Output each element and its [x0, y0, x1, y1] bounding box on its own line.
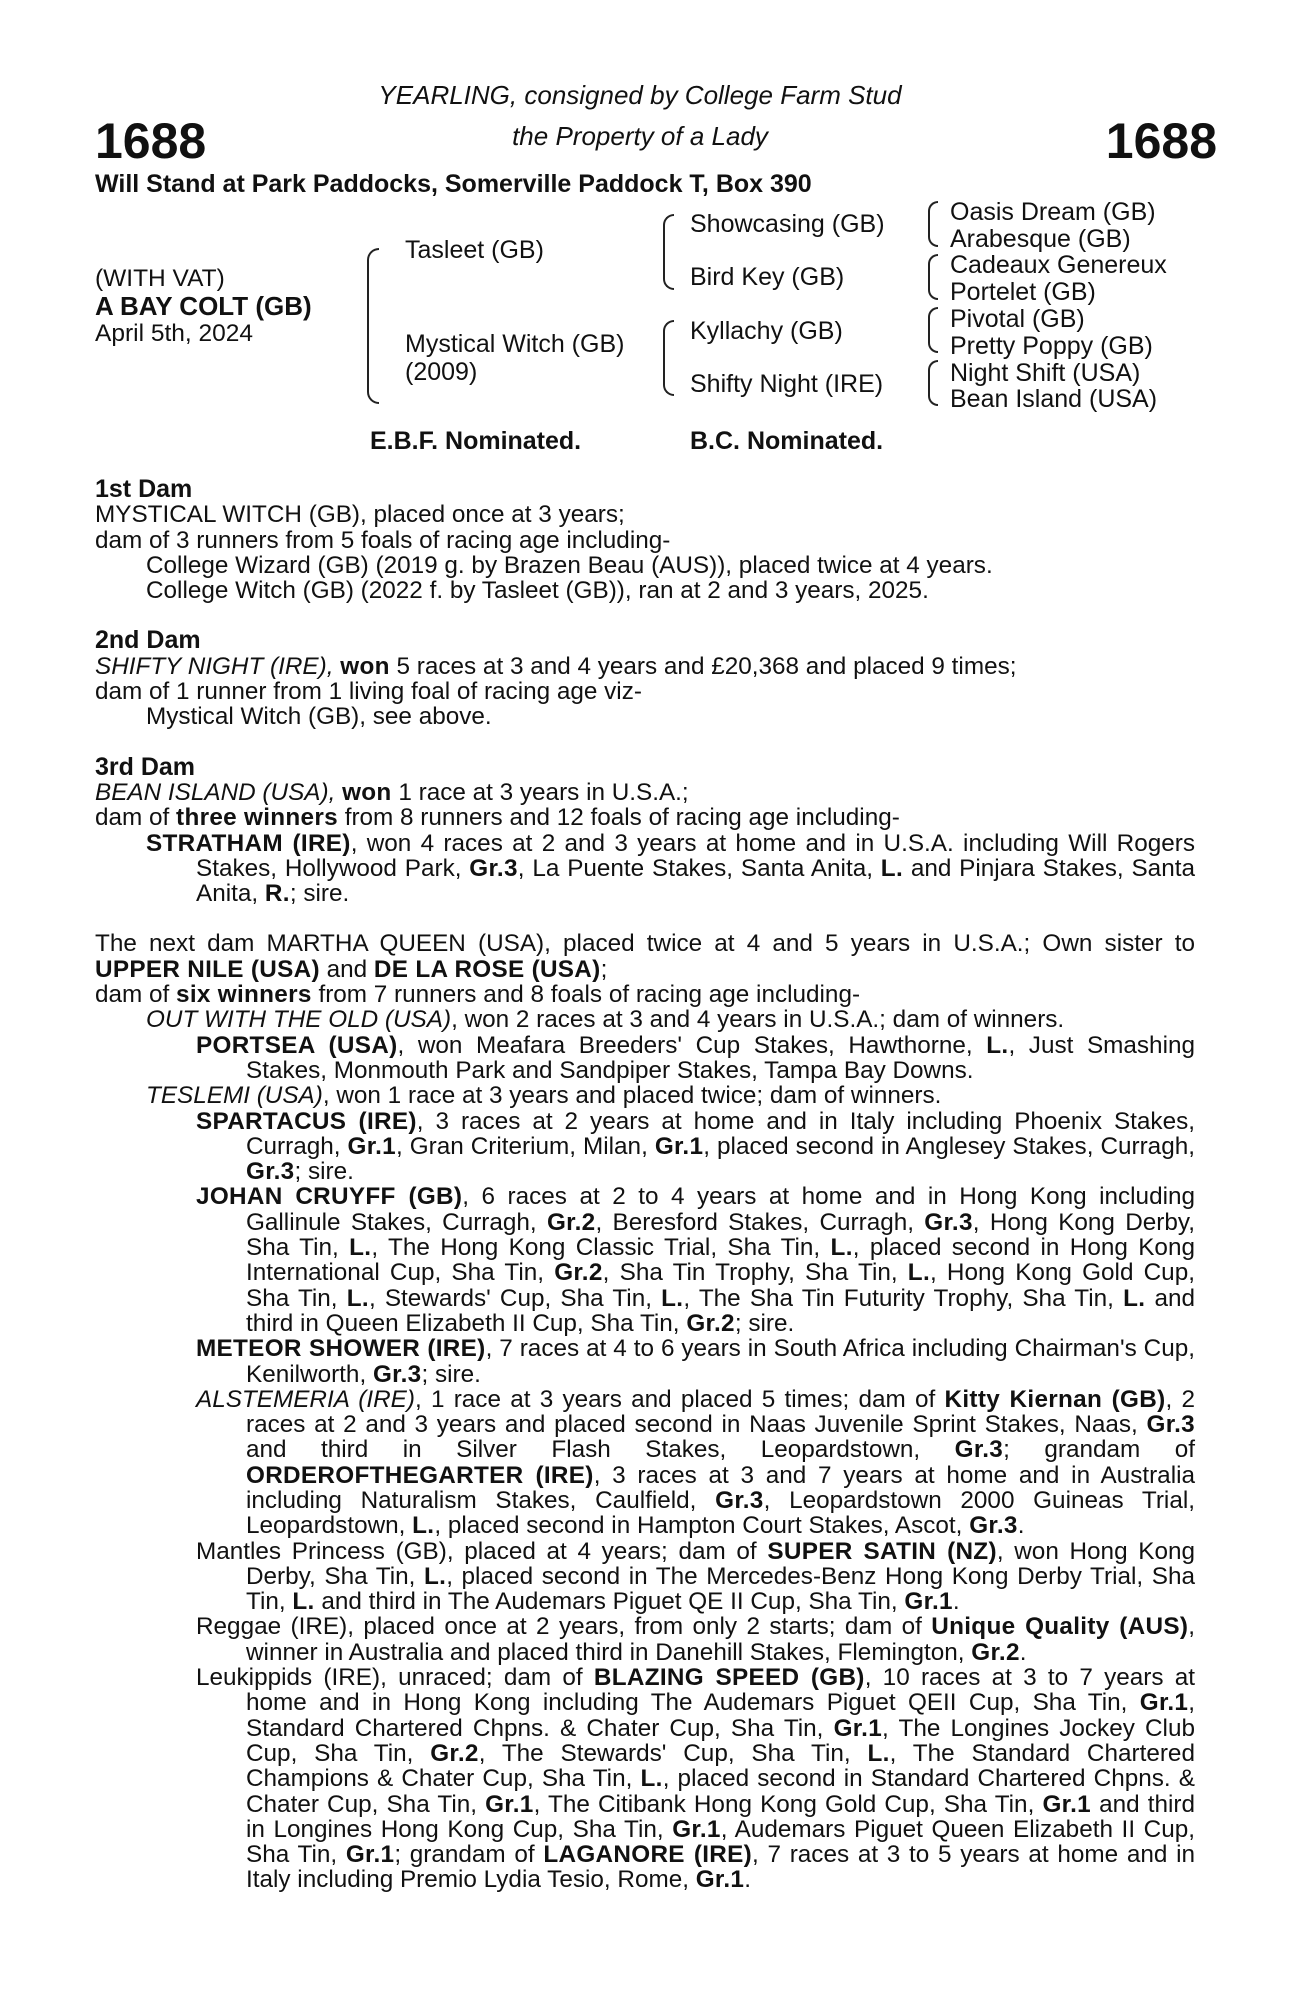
sire-dam: Bird Key (GB) — [690, 263, 845, 291]
ancestor-8: Bean Island (USA) — [950, 385, 1158, 413]
ancestor-6: Pretty Poppy (GB) — [950, 332, 1153, 360]
produce-item-alstemeria: ALSTEMERIA (IRE), 1 race at 3 years and placed 5 times; dam of Kitty Kiernan (GB), 2 races at 2 and 3 years and placed second in Naas Juvenile Sprint Stakes, Naas, Gr.3 and third in Silver Flash Stakes, Leopardstown, Gr.3; grandam of ORDEROFTHEGARTER (IRE), 3 races at 3 and 7 years at home and in Australia including Naturalism Stakes, Caulfield, Gr.3, Leopardstown 2000 Guineas Trial, Leopardstown, L., placed second in Hampton Court Stakes, Ascot, Gr.3. — [196, 1385, 1196, 1540]
produce-item-teslemi: TESLEMI (USA), won 1 race at 3 years and placed twice; dam of winners. — [146, 1082, 942, 1110]
second-dam-heading: 2nd Dam — [95, 626, 201, 655]
produce-item: College Witch (GB) (2022 f. by Tasleet (GB)), ran at 2 and 3 years, 2025. — [146, 577, 929, 605]
pedigree-brace-g3 — [928, 307, 938, 353]
dam: Mystical Witch (GB) — [405, 330, 625, 358]
first-dam-produce-summary: dam of 3 runners from 5 foals of racing age including- — [95, 526, 671, 554]
pedigree-brace-sire — [663, 214, 674, 290]
catalogue-body — [95, 477, 1195, 1893]
dam-dam: Shifty Night (IRE) — [690, 370, 884, 398]
lot-number-left: 1688 — [95, 113, 207, 169]
ebf-nominated: E.B.F. Nominated. — [370, 427, 582, 455]
pedigree-brace-g4 — [928, 360, 938, 406]
dam-year: (2009) — [405, 358, 478, 386]
ancestor-3: Cadeaux Genereux — [950, 251, 1167, 279]
next-dam-record: The next dam MARTHA QUEEN (USA), placed twice at 4 and 5 years in U.S.A.; Own sister to UPPER NILE (USA) and DE LA ROSE (USA); — [95, 930, 1195, 983]
pedigree-brace-g2 — [928, 254, 938, 300]
produce-item-out-with-the-old: OUT WITH THE OLD (USA), won 2 races at 3 and 4 years in U.S.A.; dam of winners. — [146, 1006, 1065, 1034]
third-dam-record: BEAN ISLAND (USA), won 1 race at 3 years in U.S.A.; — [95, 778, 689, 806]
second-dam-produce-summary: dam of 1 runner from 1 living foal of racing age viz- — [95, 678, 642, 706]
vat-note: (WITH VAT) — [95, 265, 225, 292]
ancestor-4: Portelet (GB) — [950, 278, 1096, 306]
next-dam-produce-summary: dam of six winners from 7 runners and 8 foals of racing age including- — [95, 981, 861, 1009]
pedigree-brace-main — [367, 248, 379, 404]
ancestor-2: Arabesque (GB) — [950, 225, 1131, 253]
produce-item-portsea: PORTSEA (USA), won Meafara Breeders' Cup Stakes, Hawthorne, L., Just Smashing Stakes, Monmouth Park and Sandpiper Stakes, Tampa Bay Downs. — [196, 1031, 1195, 1084]
third-dam-produce-summary: dam of three winners from 8 runners and 12 foals of racing age including- — [95, 804, 900, 832]
produce-item: College Wizard (GB) (2019 g. by Brazen Beau (AUS)), placed twice at 4 years. — [146, 551, 993, 579]
produce-item-mantles-princess: Mantles Princess (GB), placed at 4 years; dam of SUPER SATIN (NZ), won Hong Kong Derby, Sha Tin, L., placed second in The Mercedes-Benz Hong Kong Derby Trial, Sha Tin, L. and third in The Audemars Piguet QE II Cup, Sha Tin, Gr.1. — [196, 1537, 1195, 1616]
sire-sire: Showcasing (GB) — [690, 210, 885, 238]
ancestor-5: Pivotal (GB) — [950, 305, 1085, 333]
produce-item-meteor-shower: METEOR SHOWER (IRE), 7 races at 4 to 6 years in South Africa including Chairman's Cup, Kenilworth, Gr.3; sire. — [196, 1335, 1195, 1388]
produce-item-stratham: STRATHAM (IRE), won 4 races at 2 and 3 years at home and in U.S.A. including Will Rogers Stakes, Hollywood Park, Gr.3, La Puente Stakes, Santa Anita, L. and Pinjara Stakes, Santa Anita, R.; sire. — [146, 829, 1195, 908]
ancestor-1: Oasis Dream (GB) — [950, 198, 1156, 226]
first-dam-heading: 1st Dam — [95, 475, 193, 503]
stand-location: Will Stand at Park Paddocks, Somerville Paddock T, Box 390 — [95, 170, 812, 198]
produce-item-leukippids: Leukippids (IRE), unraced; dam of BLAZING SPEED (GB), 10 races at 3 to 7 years at home and in Hong Kong including The Audemars Piguet QEII Cup, Sha Tin, Gr.1, Standard Chartered Chpns. & Chater Cup, Sha Tin, Gr.1, The Longines Jockey Club Cup, Sha Tin, Gr.2, The Stewards' Cup, Sha Tin, L., The Standard Chartered Champions & Chater Cup, Sha Tin, L., placed second in Standard Chartered Chpns. & Chater Cup, Sha Tin, Gr.1, The Citibank Hong Kong Gold Cup, Sha Tin, Gr.1 and third in Longines Hong Kong Cup, Sha Tin, Gr.1, Audemars Piguet Queen Elizabeth II Cup, Sha Tin, Gr.1; grandam of LAGANORE (IRE), 7 races at 3 to 5 years at home and in Italy including Premio Lydia Tesio, Rome, Gr.1. — [196, 1664, 1195, 1894]
ancestor-7: Night Shift (USA) — [950, 359, 1141, 387]
sire: Tasleet (GB) — [405, 236, 544, 264]
dam-sire: Kyllachy (GB) — [690, 317, 843, 345]
produce-item-spartacus: SPARTACUS (IRE), 3 races at 2 years at home and in Italy including Phoenix Stakes, Curragh, Gr.1, Gran Criterium, Milan, Gr.1, placed second in Anglesey Stakes, Curragh, Gr.3; sire. — [196, 1107, 1195, 1186]
bc-nominated: B.C. Nominated. — [690, 427, 884, 455]
consignment-line: YEARLING, consigned by College Farm Stud — [378, 80, 902, 110]
pedigree-brace-g1 — [928, 201, 938, 247]
second-dam-record: SHIFTY NIGHT (IRE), won 5 races at 3 and 4 years and £20,368 and placed 9 times; — [95, 652, 1017, 680]
lot-number-right: 1688 — [1105, 113, 1217, 169]
third-dam-name: BEAN ISLAND (USA), — [95, 778, 336, 806]
first-dam-record: MYSTICAL WITCH (GB), placed once at 3 years; — [95, 501, 625, 529]
pedigree-brace-dam — [663, 320, 674, 396]
property-line: the Property of a Lady — [512, 121, 768, 151]
produce-item-johan-cruyff: JOHAN CRUYFF (GB), 6 races at 2 to 4 years at home and in Hong Kong including Gallinule Stakes, Curragh, Gr.2, Beresford Stakes, Curragh, Gr.3, Hong Kong Derby, Sha Tin, L., The Hong Kong Classic Trial, Sha Tin, L., placed second in Hong Kong International Cup, Sha Tin, Gr.2, Sha Tin Trophy, Sha Tin, L., Hong Kong Gold Cup, Sha Tin, L., Stewards' Cup, Sha Tin, L., The Sha Tin Futurity Trophy, Sha Tin, L. and third in Queen Elizabeth II Cup, Sha Tin, Gr.2; sire. — [196, 1183, 1196, 1337]
produce-item: Mystical Witch (GB), see above. — [146, 703, 492, 731]
produce-item-reggae: Reggae (IRE), placed once at 2 years, from only 2 starts; dam of Unique Quality (AUS), winner in Australia and placed third in Danehill Stakes, Flemington, Gr.2. — [196, 1613, 1195, 1666]
horse-name: A BAY COLT (GB) — [95, 291, 312, 321]
third-dam-heading: 3rd Dam — [95, 752, 196, 781]
foaling-date: April 5th, 2024 — [95, 320, 253, 347]
second-dam-name: SHIFTY NIGHT (IRE), — [95, 652, 334, 680]
